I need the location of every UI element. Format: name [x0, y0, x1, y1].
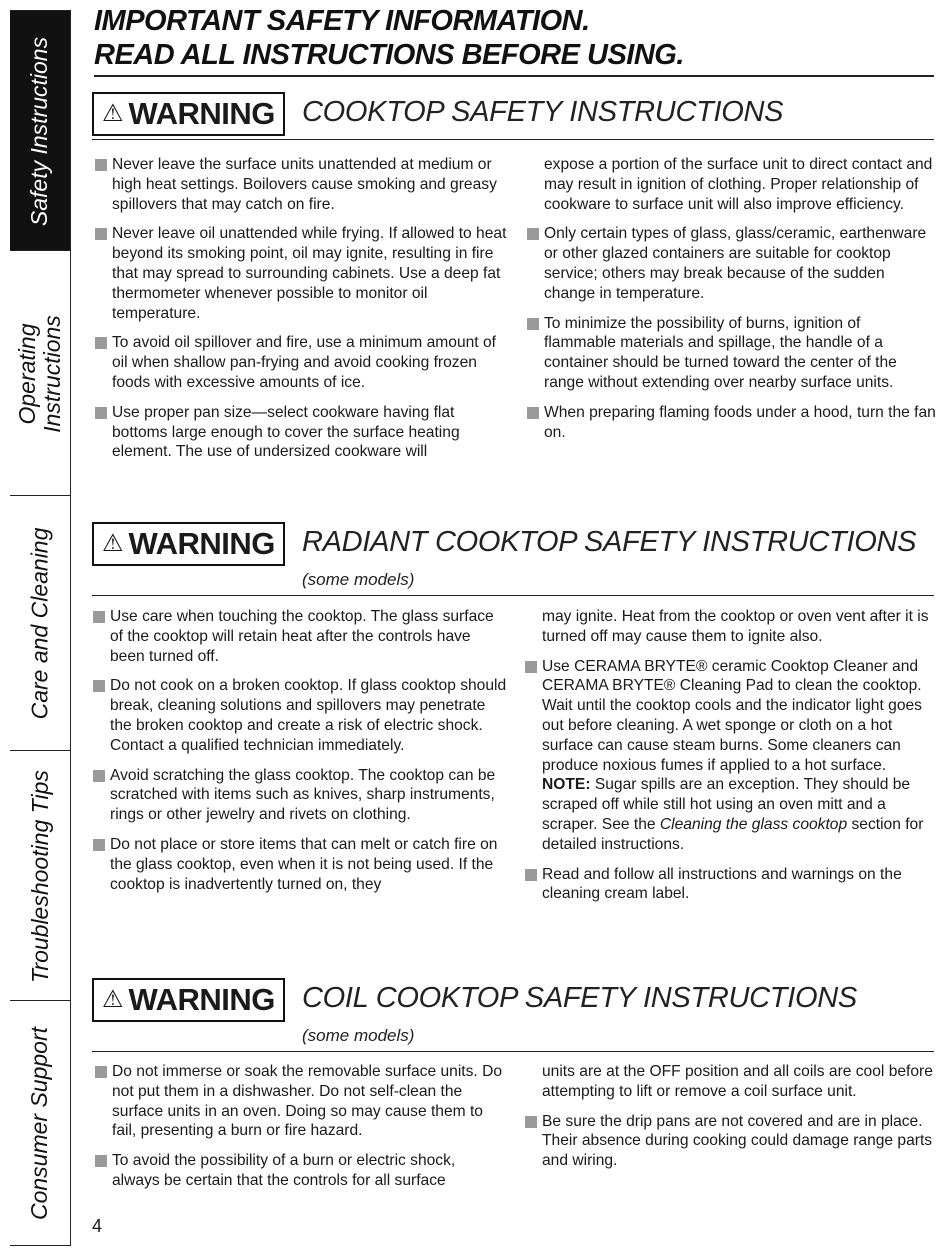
side-tab-safety-instructions[interactable]: [10, 10, 70, 251]
header-line-2: READ ALL INSTRUCTIONS BEFORE USING.: [94, 39, 684, 71]
square-bullet-icon: [95, 1155, 107, 1167]
section-subtitle: (some models): [302, 1026, 415, 1045]
list-item: Be sure the drip pans are not covered and are in place. Their absence during cooking could damage range parts and wiring.: [524, 1112, 936, 1171]
section-subtitle: (some models): [302, 570, 415, 589]
section-cooktop-heading: [92, 92, 934, 152]
side-tab-consumer-support[interactable]: [10, 1000, 70, 1246]
list-item: Avoid scratching the glass cooktop. The cooktop can be scratched with items such as knives, sharp instruments, rings or other jewelry and rivets on clothing.: [92, 766, 507, 825]
header-divider: [94, 75, 934, 77]
list-item: Never leave oil unattended while frying. If allowed to heat beyond its smoking point, oil may ignite, resulting in fire that may spread to surrounding cabinets. Use a deep fat thermometer whenever possible to monitor oil temperature.: [94, 224, 509, 323]
list-item: Do not place or store items that can melt or catch fire on the glass cooktop, even when it is not being used. If the cooktop is inadvertently turned on, they: [92, 835, 507, 894]
side-tab-label: Troubleshooting Tips: [26, 769, 53, 983]
section-title: COOKTOP SAFETY INSTRUCTIONS: [302, 96, 784, 128]
square-bullet-icon: [527, 228, 539, 240]
section-coil-right-column: [524, 1062, 936, 1181]
section-title: COIL COOKTOP SAFETY INSTRUCTIONS: [302, 982, 857, 1014]
side-tab-label: Operating Instructions: [14, 314, 66, 433]
warning-label: [92, 92, 285, 136]
side-tab-label: Care and Cleaning: [26, 527, 53, 720]
section-coil-heading: [92, 978, 934, 1053]
list-item: Only certain types of glass, glass/ceramic, earthenware or other glazed containers are suitable for cooktop service; others may break because of the sudden change in temperature.: [526, 224, 936, 303]
warning-label: [92, 978, 285, 1022]
list-item-continued: units are at the OFF position and all coils are cool before attempting to lift or remove a coil surface unit.: [542, 1063, 933, 1100]
list-item: To avoid the possibility of a burn or electric shock, always be certain that the controls for all surface: [94, 1151, 504, 1191]
warning-word: WARNING: [128, 982, 275, 1017]
list-item: Read and follow all instructions and warnings on the cleaning cream label.: [524, 865, 936, 905]
list-item: Use proper pan size—select cookware having flat bottoms large enough to cover the surface heating element. The use of undersized cookware will: [94, 403, 509, 462]
section-divider: [92, 1051, 934, 1052]
section-divider: [92, 595, 934, 596]
section-title: RADIANT COOKTOP SAFETY INSTRUCTIONS: [302, 526, 917, 558]
square-bullet-icon: [95, 407, 107, 419]
list-item: Do not immerse or soak the removable surface units. Do not put them in a dishwasher. Do not self-clean the surface units in an oven. Doing so may cause them to fail, presenting a burn or fire hazard.: [94, 1062, 504, 1141]
list-item: To minimize the possibility of burns, ignition of flammable materials and spillage, the handle of a container should be turned toward the center of the range without extending over nearby surface units.: [526, 314, 936, 393]
list-item: To avoid oil spillover and fire, use a minimum amount of oil when shallow pan-frying and avoid cooking frozen foods with excessive amounts of ice.: [94, 333, 509, 392]
section-cooktop-left-column: [94, 155, 509, 472]
list-item: Use care when touching the cooktop. The glass surface of the cooktop will retain heat after the controls have been turned off.: [92, 607, 507, 666]
warning-triangle-icon: ⚠: [102, 986, 124, 1013]
square-bullet-icon: [95, 228, 107, 240]
side-tab-care-and-cleaning[interactable]: [10, 495, 70, 751]
side-tab-bar: [10, 10, 71, 1246]
square-bullet-icon: [525, 661, 537, 673]
list-item: Do not cook on a broken cooktop. If glass cooktop should break, cleaning solutions and spillovers may penetrate the broken cooktop and create a risk of electric shock. Contact a qualified technician immediately.: [92, 676, 507, 755]
square-bullet-icon: [525, 1116, 537, 1128]
list-item-continued: expose a portion of the surface unit to direct contact and may result in ignition of clothing. Proper relationship of cookware to surface unit will also improve efficiency.: [544, 156, 933, 213]
square-bullet-icon: [527, 407, 539, 419]
square-bullet-icon: [93, 680, 105, 692]
list-item: Use CERAMA BRYTE® ceramic Cooktop Cleaner and CERAMA BRYTE® Cleaning Pad to clean the cooktop. Wait until the cooktop cools and the indicator light goes out before cleaning. A wet sponge or cloth on a hot surface can cause steam burns. Some cleaners can produce noxious fumes if applied to a hot surface. NOTE: Sugar spills are an exception. They should be scraped off while still hot using an oven mitt and a scraper. See the Cleaning the glass cooktop section for detailed instructions.: [524, 657, 936, 855]
section-divider: [92, 139, 934, 140]
warning-triangle-icon: ⚠: [102, 530, 124, 557]
list-item: Never leave the surface units unattended at medium or high heat settings. Boilovers cause smoking and greasy spillovers that may catch on fire.: [94, 155, 509, 214]
list-item: When preparing flaming foods under a hood, turn the fan on.: [526, 403, 936, 443]
square-bullet-icon: [93, 770, 105, 782]
section-radiant-left-column: [92, 607, 507, 904]
page-number: 4: [92, 1216, 103, 1236]
square-bullet-icon: [95, 159, 107, 171]
side-tab-operating-instructions[interactable]: [10, 250, 70, 496]
square-bullet-icon: [95, 1066, 107, 1078]
section-radiant-heading: [92, 522, 934, 597]
square-bullet-icon: [93, 611, 105, 623]
warning-label: [92, 522, 285, 566]
section-cooktop-right-column: [526, 155, 936, 452]
note-label: NOTE:: [542, 776, 591, 794]
square-bullet-icon: [525, 869, 537, 881]
warning-word: WARNING: [128, 96, 275, 131]
page-header: [94, 4, 934, 72]
side-tab-troubleshooting-tips[interactable]: [10, 750, 70, 1001]
square-bullet-icon: [527, 318, 539, 330]
section-radiant-right-column: [524, 607, 936, 914]
header-line-1: IMPORTANT SAFETY INFORMATION.: [94, 5, 590, 37]
section-coil-left-column: [94, 1062, 504, 1201]
side-tab-label: Safety Instructions: [26, 36, 53, 226]
warning-word: WARNING: [128, 526, 275, 561]
side-tab-label: Consumer Support: [26, 1026, 53, 1220]
list-item-continued: may ignite. Heat from the cooktop or oven vent after it is turned off may cause them to ignite also.: [542, 608, 929, 645]
cross-reference: Cleaning the glass cooktop: [659, 815, 848, 833]
square-bullet-icon: [93, 839, 105, 851]
warning-triangle-icon: ⚠: [102, 100, 124, 127]
square-bullet-icon: [95, 337, 107, 349]
